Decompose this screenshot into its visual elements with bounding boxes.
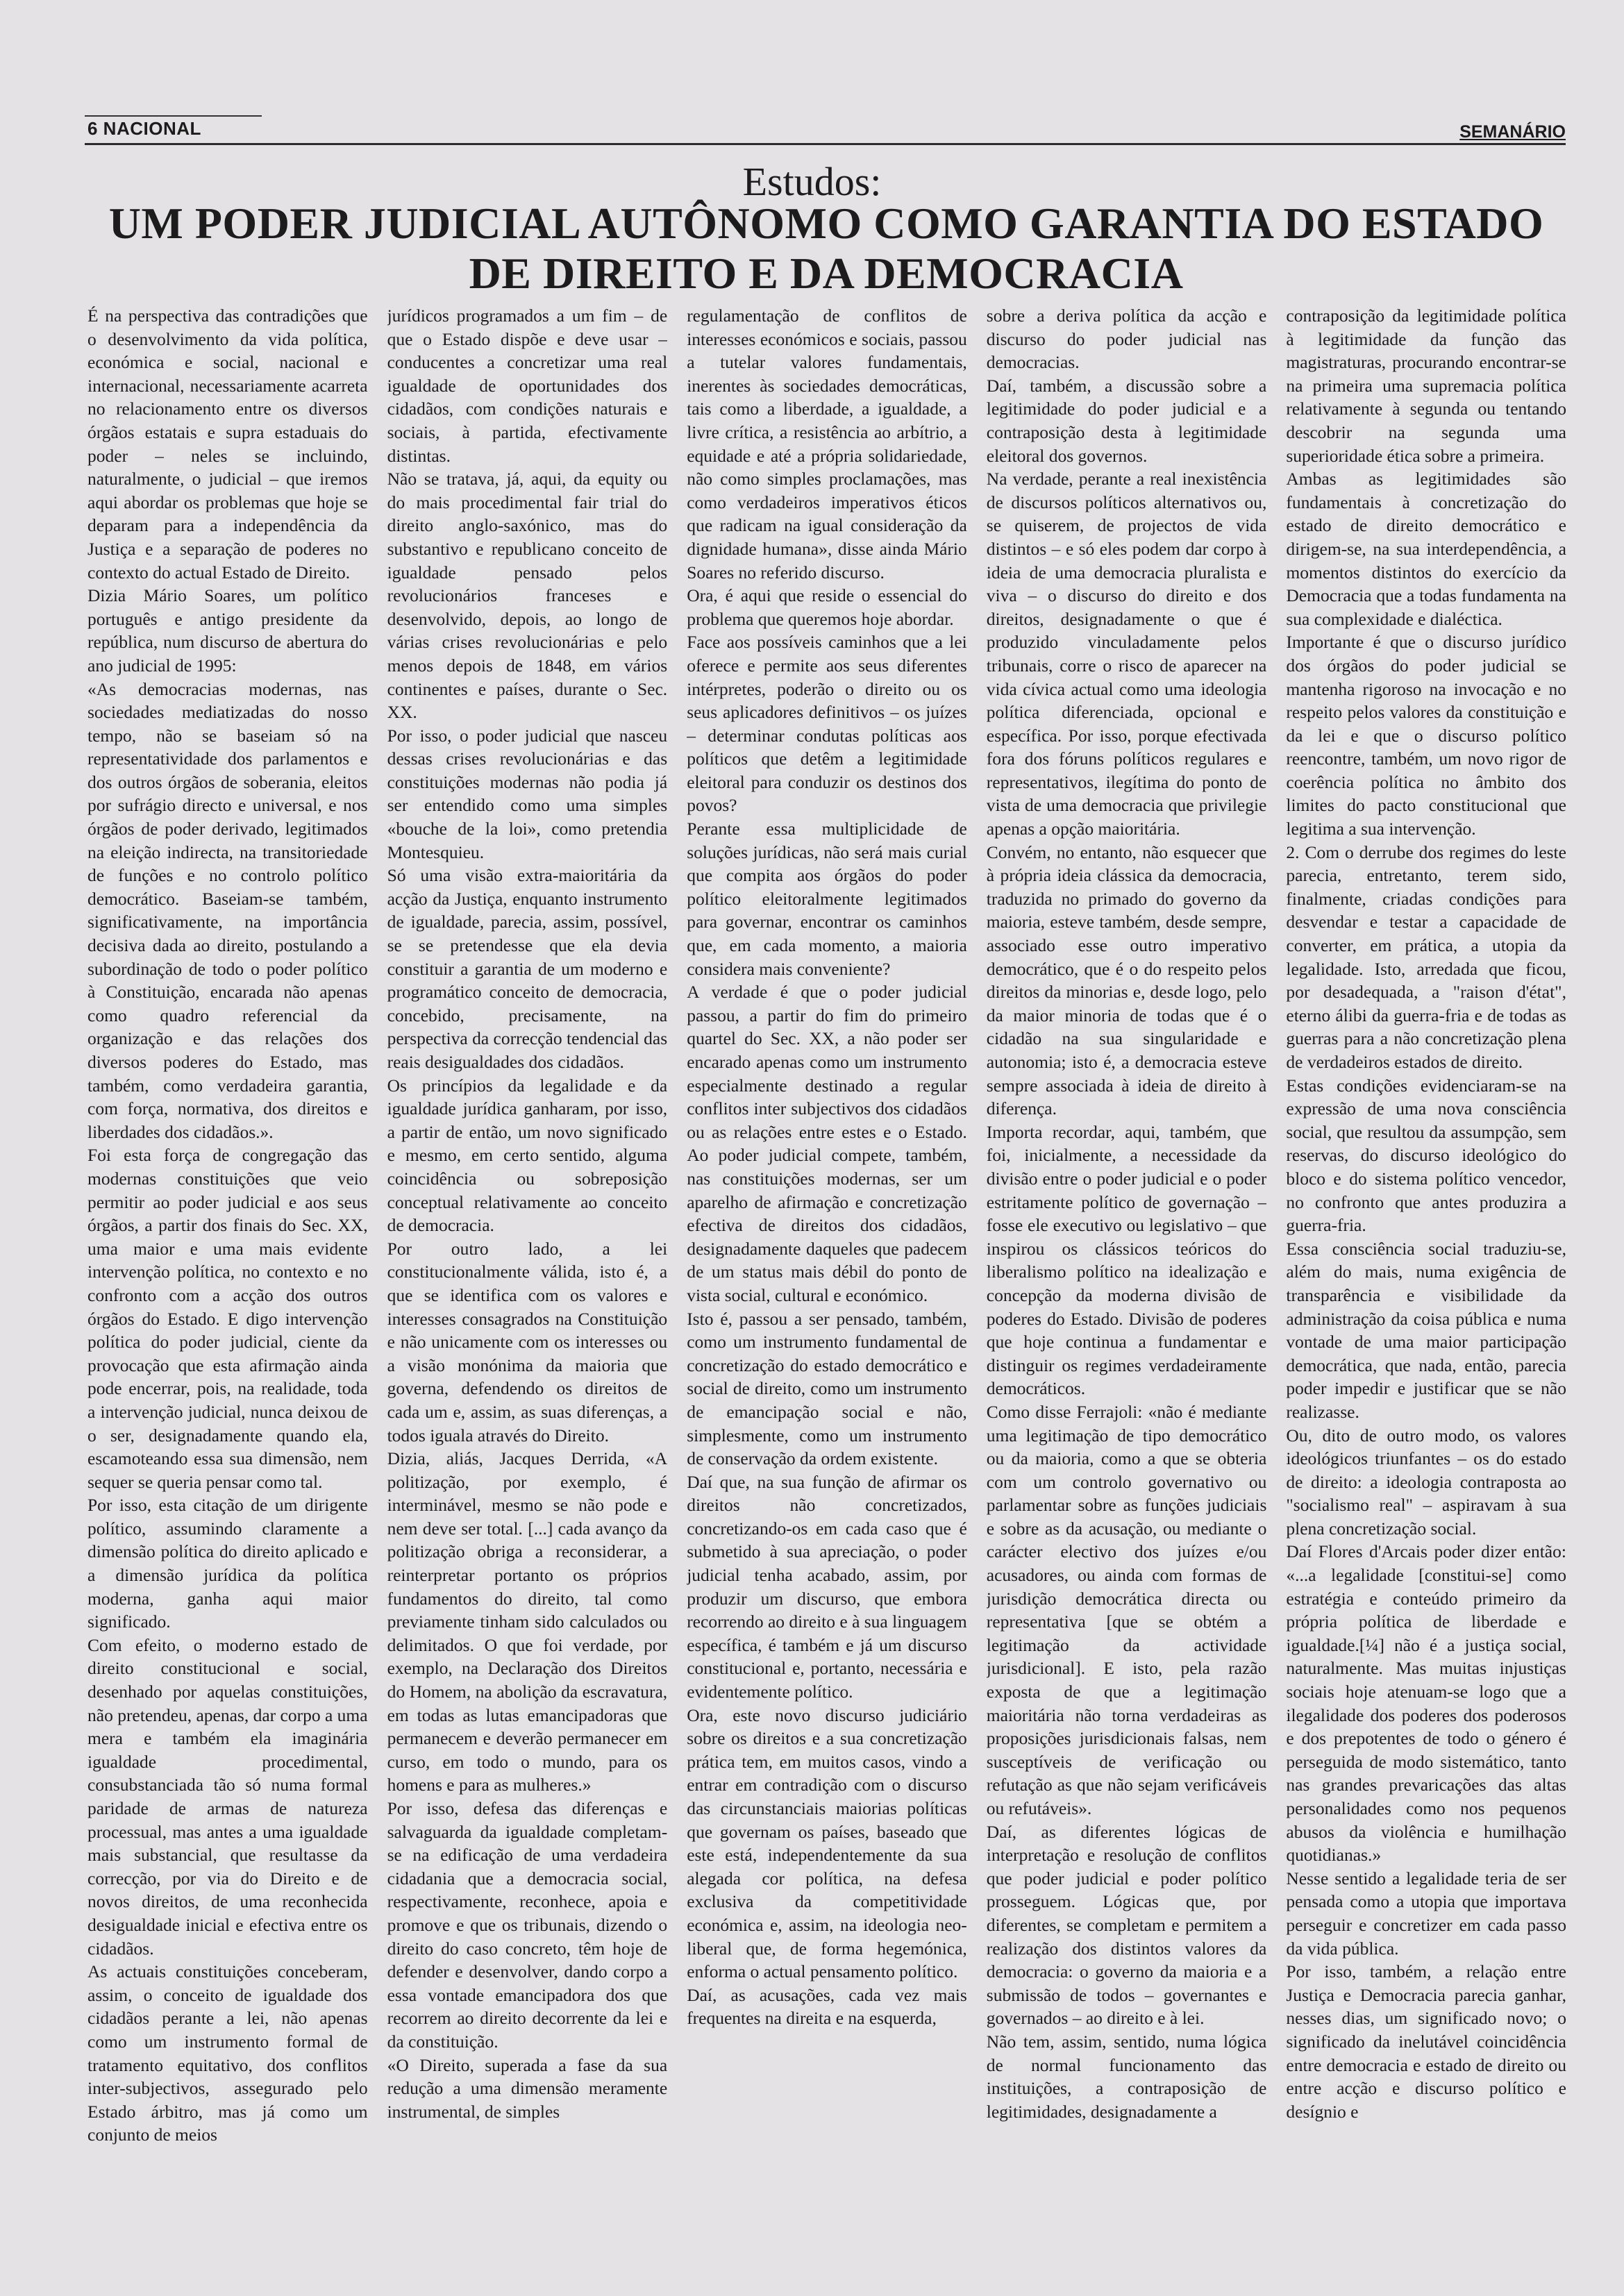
paragraph: Daí Flores d'Arcais poder dizer então: «...a legalidade [constitui-se] como estratégia e conteúdo primeiro da própria política de liberdade e igualdade.[¼] não é a justiça social, naturalmente. Mas muitas injustiças sociais hoje atenuam-se logo que a ilegalidade dos poderes dos poderosos e dos prepotentes de todo o género é perseguida de modo sistemático, tanto nas grandes prevaricações das altas personalidades como nos pequenos abusos da violência e humilhação quotidianas.» <box>1286 1541 1566 1866</box>
text-column-1 <box>87 304 368 2227</box>
paragraph: Ambas as legitimidades são fundamentais à concretização do estado de direito democrático e dirigem-se, na sua interdependência, a momentos distintos do exercício da Democracia que a todas fundamenta na sua complexidade e dialéctica. <box>1286 469 1566 629</box>
section-label: 6 NACIONAL <box>87 118 201 139</box>
paragraph: Perante essa multiplicidade de soluções jurídicas, não será mais curial que compita aos órgãos do poder político eleitoralmente legitimados para governar, encontrar os caminhos que, em cada momento, a maioria considera mais conveniente? <box>687 819 967 979</box>
text-column-3 <box>687 304 967 2227</box>
paragraph: Com efeito, o moderno estado de direito constitucional e social, desenhado por aquelas constituições, não pretendeu, apenas, dar corpo a uma mera e também ela imaginária igualdade procedimental, consubstanciada tão só numa formal paridade de armas de natureza processual, mas antes a uma igualdade mais substancial, que resultasse da correcção, por via do Direito e de novos direitos, de uma reconhecida desigualdade inicial e efectiva entre os cidadãos. <box>87 1634 368 1959</box>
paragraph: Daí, as acusações, cada vez mais frequentes na direita e na esquerda, <box>687 1984 967 2029</box>
paragraph: Foi esta força de congregação das modernas constituições que veio permitir ao poder judicial e aos seus órgãos, a partir dos finais do Sec. XX, uma maior e uma mais evidente intervenção política, no contexto e no confronto com a acção dos outros órgãos do Estado. E digo intervenção política do poder judicial, ciente da provocação que esta afirmação ainda pode encerrar, pois, na realidade, toda a intervenção judicial, nunca deixou de o ser, designadamente quando ela, escamoteando essa sua dimensão, nem sequer se queria pensar como tal. <box>87 1145 368 1492</box>
article-headline: UM PODER JUDICIAL AUTÔNOMO COMO GARANTIA DO ESTADO DE DIREITO E DA DEMOCRACIA <box>108 199 1544 298</box>
paragraph: sobre a deriva política da acção e discurso do poder judicial nas democracias. <box>986 305 1267 373</box>
paragraph: Não tem, assim, sentido, numa lógica de normal funcionamento das instituições, a contraposição de legitimidades, designadamente a <box>986 2031 1267 2122</box>
paragraph: Dizia Mário Soares, um político português e antigo presidente da república, num discurso de abertura do ano judicial de 1995: <box>87 585 368 676</box>
paragraph: As actuais constituições conceberam, assim, o conceito de igualdade dos cidadãos perante a lei, não apenas como um instrumento formal de tratamento equitativo, dos conflitos inter-subjectivos, assegurado pelo Estado árbitro, mas já como um conjunto de meios <box>87 1961 368 2145</box>
paragraph: Só uma visão extra-maioritária da acção da Justiça, enquanto instrumento de igualdade, parecia, assim, possível, se se pretendesse que ela devia constituir a garantia de um moderno e programático conceito de democracia, concebido, precisamente, na perspectiva da correcção tendencial das reais desigualdades dos cidadãos. <box>387 865 668 1072</box>
paragraph: Daí, também, a discussão sobre a legitimidade do poder judicial e a contraposição desta à legitimidade eleitoral dos governos. <box>986 375 1267 466</box>
paragraph: Nesse sentido a legalidade teria de ser pensada como a utopia que importava perseguir e concretizer em cada passo da vida pública. <box>1286 1868 1566 1959</box>
paragraph: Face aos possíveis caminhos que a lei oferece e permite aos seus diferentes intérpretes, poderão o direito ou os seus aplicadores definitivos – os juízes – determinar condutas políticas aos políticos que detêm a legitimidade eleitoral para conduzir os destinos dos povos? <box>687 632 967 816</box>
paragraph: Por isso, defesa das diferenças e salvaguarda da igualdade completam-se na edificação de uma verdadeira cidadania que a democracia social, respectivamente, reconhece, apoia e promove e que os tribunais, dizendo o direito do caso concreto, têm hoje de defender e desenvolver, dando corpo a essa vontade emancipadora dos que recorrem ao direito decorrente da lei e da constituição. <box>387 1798 668 2052</box>
paragraph: Essa consciência social traduziu-se, além do mais, numa exigência de transparência e visibilidade da administração da coisa pública e numa vontade de uma maior participação democrática, que nada, então, parecia poder impedir e justificar que se não realizasse. <box>1286 1238 1566 1422</box>
paragraph: Por outro lado, a lei constitucionalmente válida, isto é, a que se identifica com os valores e interesses consagrados na Constituição e não unicamente com os interesses ou a visão monónima da maioria que governa, defendendo os direitos de cada um e, assim, as suas diferenças, a todos iguala através do Direito. <box>387 1238 668 1446</box>
paragraph: Ou, dito de outro modo, os valores ideológicos triunfantes – os do estado de direito: a ideologia contraposta ao "socialismo real" – aspiravam à sua plena concretização social. <box>1286 1425 1566 1539</box>
paragraph: Como disse Ferrajoli: «não é mediante uma legitimação de tipo democrático ou da maioria, como a que se obteria com um controlo governativo ou parlamentar sobre as funções judiciais e sobre as da acusação, ou mediante o carácter electivo dos juízes e/ou acusadores, ou ainda com formas de jurisdição democrática directa ou representativa [que se obtém a legitimação da actividade jurisdicional]. E isto, pela razão exposta de que a legitimação maioritária não torna verdadeiras as proposições jurisdicionais falsas, nem susceptíveis de verificação ou refutação as que não sejam verificáveis ou refutáveis». <box>986 1401 1267 1818</box>
paragraph: Daí, as diferentes lógicas de interpretação e resolução de conflitos que poder judicial e poder político prosseguem. Lógicas que, por diferentes, se completam e permitem a realização dos distintos valores da democracia: o governo da maioria e a submissão de todos – governantes e governados – ao direito e à lei. <box>986 1821 1267 2029</box>
paragraph: Na verdade, perante a real inexistência de discursos políticos alternativos ou, se quiserem, de projectos de vida distintos – e só eles podem dar corpo à ideia de uma democracia pluralista e viva – o discurso do direito e dos direitos, designadamente o que é produzido vinculadamente pelos tribunais, corre o risco de aparecer na vida cívica actual como uma ideologia política diferenciada, opcional e específica. Por isso, porque efectivada fora dos fóruns políticos regulares e representativos, ilegítima do ponto de vista de uma democracia que privilegie apenas a opção maioritária. <box>986 469 1267 839</box>
paragraph: Importa recordar, aqui, também, que foi, inicialmente, a necessidade da divisão entre o poder judicial e o poder estritamente político de governação – fosse ele executivo ou legislativo – que inspirou os clássicos teóricos do liberalismo político na idealização e concepção da moderna divisão de poderes do Estado. Divisão de poderes que hoje continua a fundamentar e distinguir os regimes verdadeiramente democráticos. <box>986 1121 1267 1399</box>
newspaper-name: SEMANÁRIO <box>1459 122 1566 142</box>
text-column-5 <box>1286 304 1566 2227</box>
text-column-4 <box>987 304 1267 2227</box>
paragraph: regulamentação de conflitos de interesses económicos e sociais, passou a tutelar valores fundamentais, inerentes às sociedades democráticas, tais como a liberdade, a igualdade, a livre crítica, a resistência ao arbítrio, a equidade e até a própria solidariedade, não como simples proclamações, mas como verdadeiros imperativos éticos que radicam na igual consideração da dignidade humana», disse ainda Mário Soares no referido discurso. <box>687 305 967 583</box>
paragraph: Estas condições evidenciaram-se na expressão de uma nova consciência social, que resultou da assumpção, sem reservas, do discurso ideológico do bloco e do sistema político vencedor, no confronto que antes produzira a guerra-fria. <box>1286 1075 1566 1236</box>
paragraph: Ora, é aqui que reside o essencial do problema que queremos hoje abordar. <box>687 585 967 629</box>
paragraph: A verdade é que o poder judicial passou, a partir do fim do primeiro quartel do Sec. XX, a não poder ser encarado apenas como um instrumento especialmente destinado a regular conflitos inter subjectivos dos cidadãos ou as relações entre estes e o Estado. Ao poder judicial compete, também, nas constituições modernas, ser um aparelho de afirmação e concretização efectiva de direitos dos cidadãos, designadamente daqueles que padecem de um status mais débil do ponto de vista social, cultural e económico. <box>687 982 967 1305</box>
paragraph: Não se tratava, já, aqui, da equity ou do mais procedimental fair trial do direito anglo-saxónico, mas do substantivo e republicano conceito de igualdade pensado pelos revolucionários franceses e desenvolvido, depois, ao longo de várias crises revolucionárias e pelo menos depois de 1848, em vários continentes e países, durante o Sec. XX. <box>387 469 668 723</box>
paragraph: Isto é, passou a ser pensado, também, como um instrumento fundamental de concretização do estado democrático e social de direito, como um instrumento de emancipação social e não, simplesmente, como um instrumento de conservação da ordem existente. <box>687 1308 967 1469</box>
paragraph: contraposição da legitimidade política à legitimidade da função das magistraturas, procurando encontrar-se na primeira uma supremacia política relativamente à segunda ou tentando descobrir na segunda uma superioridade ética sobre a primeira. <box>1286 305 1566 466</box>
paragraph: Dizia, aliás, Jacques Derrida, «A politização, por exemplo, é interminável, mesmo se não pode e nem deve ser total. [...] cada avanço da politização obriga a reconsiderar, a reinterpretar portanto os próprios fundamentos do direito, tal como previamente tinham sido calculados ou delimitados. O que foi verdade, por exemplo, na Declaração dos Direitos do Homem, na abolição da escravatura, em todas as lutas emancipadoras que permanecem e deverão permanecer em curso, em todo o mundo, para os homens e para as mulheres.» <box>387 1448 668 1795</box>
text-column-2 <box>387 304 668 2227</box>
paragraph: Por isso, o poder judicial que nasceu dessas crises revolucionárias e das constituições modernas não podia já ser entendido como uma simples «bouche de la loi», como pretendia Montesquieu. <box>387 725 668 862</box>
paragraph: Importante é que o discurso jurídico dos órgãos do poder judicial se mantenha rigoroso na invocação e no respeito pelos valores da constituição e da lei e que o discurso político reencontre, também, um novo rigor de coerência política no âmbito dos limites do pacto constitucional que legitima a sua intervenção. <box>1286 632 1566 839</box>
header-top-rule <box>85 115 262 117</box>
paragraph: «As democracias modernas, nas sociedades mediatizadas do nosso tempo, não se baseiam só na representatividade dos parlamentos e dos outros órgãos de soberania, eleitos por sufrágio directo e universal, e nos órgãos de poder derivado, legitimados na eleição indirecta, na transitoriedade de funções e no controlo político democrático. Baseiam-se também, significativamente, na importância decisiva dada ao direito, postulando a subordinação de todo o poder político à Constituição, encarada não apenas como quadro referencial da organização e das relações dos diversos poderes do Estado, mas também, como verdadeira garantia, com força, normativa, dos direitos e liberdades dos cidadãos.». <box>87 678 368 1142</box>
article-kicker: Estudos: <box>742 159 882 204</box>
paragraph: Por isso, também, a relação entre Justiça e Democracia parecia ganhar, nesses dias, um significado novo; o significado da inelutável coincidência entre democracia e estado de direito ou entre acção e discurso político e desígnio e <box>1286 1961 1566 2122</box>
header-rule <box>85 143 1566 145</box>
paragraph: Os princípios da legalidade e da igualdade jurídica ganharam, por isso, a partir de então, um novo significado e mesmo, em certo sentido, alguma coincidência ou sobreposição conceptual relativamente ao conceito de democracia. <box>387 1075 668 1236</box>
paragraph: jurídicos programados a um fim – de que o Estado dispõe e deve usar – conducentes a concretizar uma real igualdade de oportunidades dos cidadãos, com condições naturais e sociais, à partida, efectivamente distintas. <box>387 305 668 466</box>
paragraph: É na perspectiva das contradições que o desenvolvimento da vida política, económica e social, nacional e internacional, necessariamente acarreta no relacionamento entre os diversos órgãos estatais e supra estaduais do poder – neles se incluindo, naturalmente, o judicial – que iremos aqui abordar os problemas que hoje se deparam para a independência da Justiça e a separação de poderes no contexto do actual Estado de Direito. <box>87 305 368 583</box>
paragraph: Ora, este novo discurso judiciário sobre os direitos e a sua concretização prática tem, em muitos casos, vindo a entrar em contradição com o discurso das circunstanciais maiorias políticas que governam os países, baseado que este está, independentemente da sua alegada cor política, na defesa exclusiva da competitividade económica e, assim, na ideologia neo-liberal que, de forma hegemónica, enforma o actual pensamento político. <box>687 1704 967 1982</box>
paragraph: «O Direito, superada a fase da sua redução a uma dimensão meramente instrumental, de simples <box>387 2054 668 2122</box>
paragraph: Convém, no entanto, não esquecer que à própria ideia clássica da democracia, traduzida no primado do governo da maioria, esteve também, desde sempre, associado esse outro imperativo democrático, que é o do respeito pelos direitos da minorias e, desde logo, pelo da maior minoria de todas que é o cidadão na sua singularidade e autonomia; isto é, a democracia esteve sempre associada à ideia de direito à diferença. <box>986 841 1267 1119</box>
paragraph: Daí que, na sua função de afirmar os direitos não concretizados, concretizando-os em cada caso que é submetido à sua apreciação, o poder judicial tenha acabado, assim, por produzir um discurso, que embora recorrendo ao direito e à sua linguagem específica, é também e já um discurso constitucional e, portanto, necessária e evidentemente político. <box>687 1471 967 1702</box>
paragraph: 2. Com o derrube dos regimes do leste parecia, entretanto, terem sido, finalmente, criadas condições para desvendar e testar a capacidade de converter, em prática, a utopia da legalidade. Isto, arredada que ficou, por desadequada, a "raison d'état", eterno álibi da guerra-fria e de todas as guerras para a não concretização plena de verdadeiros estados de direito. <box>1286 841 1566 1072</box>
paragraph: Por isso, esta citação de um dirigente político, assumindo claramente a dimensão política do direito aplicado e a dimensão jurídica da política moderna, ganha aqui maior significado. <box>87 1495 368 1632</box>
article-body <box>87 304 1566 2227</box>
